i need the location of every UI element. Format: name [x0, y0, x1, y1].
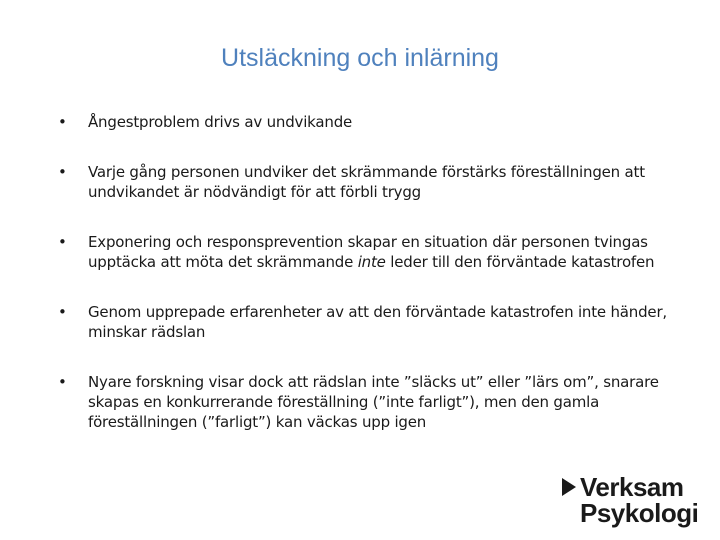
logo-line-2: Psykologi	[580, 498, 699, 528]
bullet-emphasis: inte	[357, 253, 386, 271]
bullet-item	[58, 372, 668, 432]
bullet-item	[58, 232, 668, 272]
bullet-dot: •	[58, 113, 67, 131]
logo-row-2	[562, 500, 698, 526]
bullet-dot: •	[58, 233, 67, 251]
bullet-dot: •	[58, 303, 67, 321]
bullet-text-before: Exponering och responsprevention skapar en situation där personen tvingas upptäcka att möta det skrämmande	[88, 233, 648, 271]
logo-row-1	[562, 474, 698, 500]
bullet-item	[58, 112, 668, 132]
bullet-text: Genom upprepade erfarenheter av att den förväntade katastrofen inte händer, minskar rädslan	[88, 303, 667, 341]
slide-title: Utsläckning och inlärning	[221, 44, 499, 72]
logo-line-1: Verksam	[580, 472, 684, 502]
bullet-text: Ångestproblem drivs av undvikande	[88, 113, 353, 131]
bullet-dot: •	[58, 163, 67, 181]
play-triangle-icon	[562, 478, 576, 496]
bullet-dot: •	[58, 373, 67, 391]
bullet-text: Varje gång personen undviker det skrämmande förstärks föreställningen att undvikandet är nödvändigt för att förbli trygg	[88, 163, 645, 201]
bullet-list	[58, 112, 668, 432]
bullet-text: Nyare forskning visar dock att rädslan inte ”släcks ut” eller ”lärs om”, snarare skapas en konkurrerande föreställning (”inte farligt”), men den gamla föreställningen (”farligt”) kan väckas upp igen	[88, 373, 659, 431]
bullet-item	[58, 162, 668, 202]
bullet-text-after: leder till den förväntade katastrofen	[385, 253, 655, 271]
brand-logo	[562, 474, 698, 526]
bullet-item	[58, 302, 668, 342]
